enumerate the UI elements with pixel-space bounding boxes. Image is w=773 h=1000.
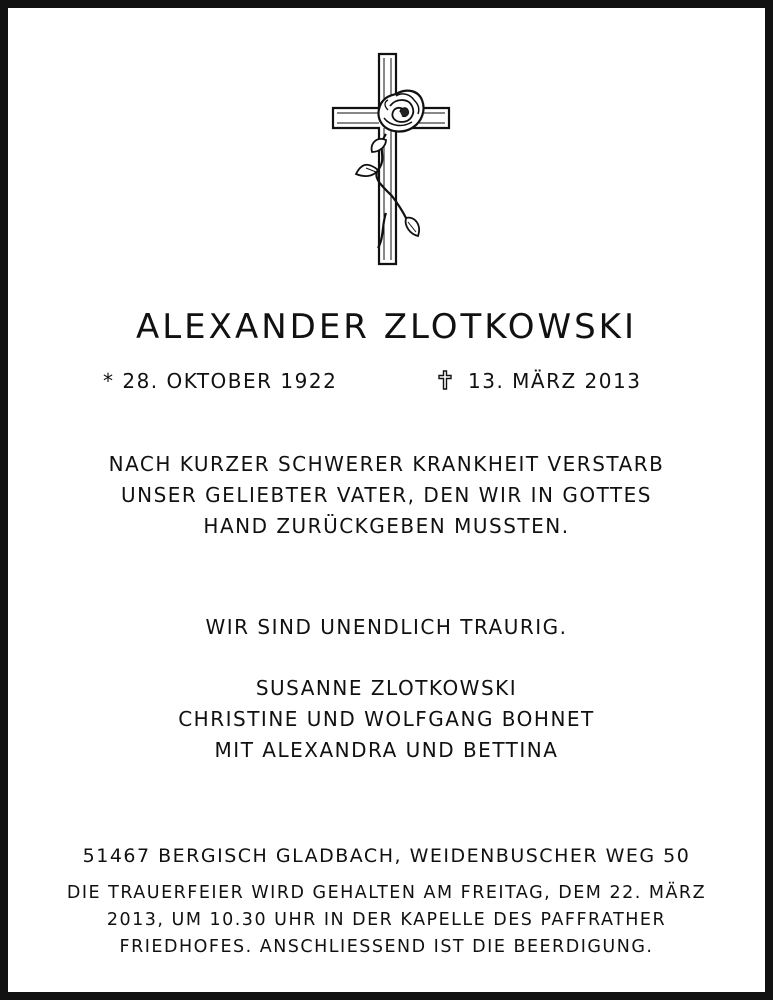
funeral-line: DIE TRAUERFEIER WIRD GEHALTEN AM FREITAG, DEM 22. MÄRZ — [66, 883, 707, 903]
message-line: UNSER GELIEBTER VATER, DEN WIR IN GOTTES — [121, 483, 652, 507]
mourners-list — [0, 673, 773, 766]
funeral-line: 2013, UM 10.30 UHR IN DER KAPELLE DES PAFFRATHER — [106, 910, 667, 930]
family-address: 51467 BERGISCH GLADBACH, WEIDENBUSCHER WEG 50 — [82, 845, 691, 867]
message-line: NACH KURZER SCHWERER KRANKHEIT VERSTARB — [108, 452, 665, 476]
sentiment-line: WIR SIND UNENDLICH TRAURIG. — [205, 615, 568, 639]
message-line: HAND ZURÜCKGEBEN MUSSTEN. — [203, 514, 570, 538]
cross-with-rose-icon — [326, 48, 456, 273]
deceased-name: ALEXANDER ZLOTKOWSKI — [135, 307, 638, 347]
death-announcement — [0, 449, 773, 542]
death-date-group — [438, 369, 641, 393]
mourner-line: CHRISTINE UND WOLFGANG BOHNET — [178, 707, 595, 731]
mourner-line: SUSANNE ZLOTKOWSKI — [255, 676, 518, 700]
funeral-line: FRIEDHOFES. ANSCHLIESSEND IST DIE BEERDIGUNG. — [119, 937, 654, 957]
birth-date: * 28. OKTOBER 1922 — [103, 369, 338, 393]
mourner-line: MIT ALEXANDRA UND BETTINA — [214, 738, 559, 762]
cross-icon — [438, 370, 452, 390]
life-dates — [0, 369, 773, 395]
funeral-details — [0, 880, 773, 961]
death-date: 13. MÄRZ 2013 — [468, 369, 642, 393]
